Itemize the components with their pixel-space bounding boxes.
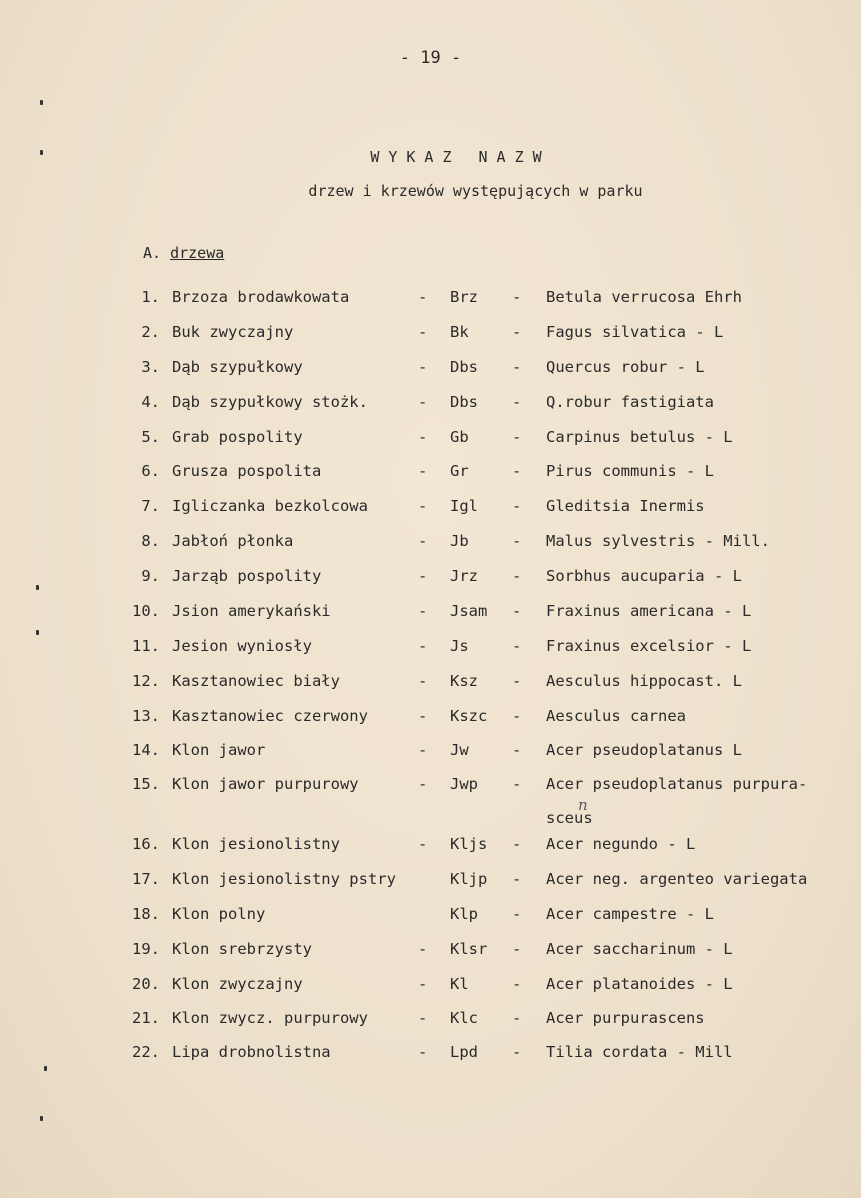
- section-label: drzewa: [170, 244, 225, 262]
- abbreviation: Klp: [450, 905, 478, 923]
- separator-dash: -: [512, 428, 522, 446]
- abbreviation: Kl: [450, 975, 469, 993]
- item-number: 9.: [141, 567, 160, 585]
- separator-dash: -: [512, 775, 522, 793]
- latin-name: Aesculus hippocast. L: [546, 672, 742, 690]
- polish-name: Klon srebrzysty: [172, 940, 312, 958]
- list-item: [0, 602, 861, 626]
- item-number: 15.: [132, 775, 160, 793]
- separator-dash: -: [418, 393, 428, 411]
- polish-name: Klon zwycz. purpurowy: [172, 1009, 368, 1027]
- separator-dash: -: [418, 672, 428, 690]
- abbreviation: Jw: [450, 741, 469, 759]
- list-item: [0, 393, 861, 417]
- polish-name: Dąb szypułkowy stożk.: [172, 393, 368, 411]
- latin-name: Acer neg. argenteo variegata: [546, 870, 808, 888]
- separator-dash: -: [512, 393, 522, 411]
- item-number: 11.: [132, 637, 160, 655]
- item-number: 2.: [141, 323, 160, 341]
- abbreviation: Kszc: [450, 707, 488, 725]
- separator-dash: -: [512, 1009, 522, 1027]
- separator-dash: -: [418, 707, 428, 725]
- polish-name: Jarząb pospolity: [172, 567, 322, 585]
- separator-dash: -: [512, 1043, 522, 1061]
- item-number: 3.: [141, 358, 160, 376]
- item-number: 14.: [132, 741, 160, 759]
- separator-dash: -: [418, 358, 428, 376]
- separator-dash: -: [418, 323, 428, 341]
- page-subtitle: drzew i krzewów występujących w parku: [308, 182, 643, 200]
- margin-mark: [40, 150, 43, 155]
- list-item: [0, 1009, 861, 1033]
- abbreviation: Gb: [450, 428, 469, 446]
- list-item: [0, 497, 861, 521]
- item-number: 17.: [132, 870, 160, 888]
- handwritten-correction: n: [578, 796, 588, 814]
- list-item: [0, 835, 861, 859]
- latin-name: Acer pseudoplatanus L: [546, 741, 742, 759]
- page-title: WYKAZ NAZW: [370, 148, 551, 166]
- margin-mark: [36, 630, 39, 635]
- separator-dash: -: [418, 532, 428, 550]
- separator-dash: -: [418, 775, 428, 793]
- latin-name: Fraxinus americana - L: [546, 602, 752, 620]
- list-item: [0, 462, 861, 486]
- list-item: [0, 940, 861, 964]
- polish-name: Klon jawor: [172, 741, 266, 759]
- abbreviation: Brz: [450, 288, 478, 306]
- list-item: [0, 870, 861, 894]
- list-item: [0, 532, 861, 556]
- abbreviation: Jb: [450, 532, 469, 550]
- abbreviation: Jsam: [450, 602, 488, 620]
- polish-name: Klon polny: [172, 905, 266, 923]
- latin-name: Fraxinus excelsior - L: [546, 637, 752, 655]
- polish-name: Grusza pospolita: [172, 462, 322, 480]
- polish-name: Klon jesionolistny pstry: [172, 870, 396, 888]
- separator-dash: -: [512, 358, 522, 376]
- separator-dash: -: [418, 497, 428, 515]
- polish-name: Klon zwyczajny: [172, 975, 303, 993]
- abbreviation: Js: [450, 637, 469, 655]
- latin-name: Pirus communis - L: [546, 462, 714, 480]
- list-item: [0, 288, 861, 312]
- separator-dash: -: [418, 940, 428, 958]
- page-number: - 19 -: [399, 48, 462, 68]
- item-number: 21.: [132, 1009, 160, 1027]
- abbreviation: Kljs: [450, 835, 488, 853]
- list-item: [0, 358, 861, 382]
- separator-dash: -: [512, 870, 522, 888]
- list-item: [0, 741, 861, 765]
- polish-name: Lipa drobnolistna: [172, 1043, 331, 1061]
- separator-dash: -: [418, 602, 428, 620]
- item-number: 5.: [141, 428, 160, 446]
- item-number: 8.: [141, 532, 160, 550]
- separator-dash: -: [418, 835, 428, 853]
- latin-name: Gleditsia Inermis: [546, 497, 705, 515]
- abbreviation: Igl: [450, 497, 478, 515]
- latin-name: Q.robur fastigiata: [546, 393, 714, 411]
- list-item: [0, 1043, 861, 1067]
- item-number: 18.: [132, 905, 160, 923]
- polish-name: Dąb szypułkowy: [172, 358, 303, 376]
- separator-dash: -: [418, 1009, 428, 1027]
- separator-dash: -: [512, 905, 522, 923]
- latin-name: Acer negundo - L: [546, 835, 696, 853]
- latin-name: Acer campestre - L: [546, 905, 714, 923]
- item-number: 19.: [132, 940, 160, 958]
- latin-name: Sorbhus aucuparia - L: [546, 567, 742, 585]
- abbreviation: Klsr: [450, 940, 488, 958]
- latin-name: Fagus silvatica - L: [546, 323, 724, 341]
- section-heading: [143, 244, 224, 262]
- abbreviation: Ksz: [450, 672, 478, 690]
- latin-name: Tilia cordata - Mill: [546, 1043, 733, 1061]
- list-item: [0, 672, 861, 696]
- separator-dash: -: [512, 835, 522, 853]
- polish-name: Brzoza brodawkowata: [172, 288, 350, 306]
- separator-dash: -: [418, 428, 428, 446]
- separator-dash: -: [418, 462, 428, 480]
- item-number: 20.: [132, 975, 160, 993]
- latin-name: Acer pseudoplatanus purpura-: [546, 775, 808, 793]
- item-number: 6.: [141, 462, 160, 480]
- separator-dash: -: [512, 707, 522, 725]
- item-number: 13.: [132, 707, 160, 725]
- latin-name: Acer saccharinum - L: [546, 940, 733, 958]
- separator-dash: -: [512, 497, 522, 515]
- polish-name: Buk zwyczajny: [172, 323, 294, 341]
- list-item: [0, 428, 861, 452]
- abbreviation: Gr: [450, 462, 469, 480]
- abbreviation: Klc: [450, 1009, 478, 1027]
- latin-name: Betula verrucosa Ehrh: [546, 288, 742, 306]
- margin-mark: [40, 1116, 43, 1121]
- margin-mark: [44, 1066, 47, 1071]
- list-item: [0, 707, 861, 731]
- latin-name: Malus sylvestris - Mill.: [546, 532, 770, 550]
- abbreviation: Dbs: [450, 393, 478, 411]
- abbreviation: Bk: [450, 323, 469, 341]
- polish-name: Igliczanka bezkolcowa: [172, 497, 368, 515]
- margin-mark: [36, 585, 39, 590]
- item-number: 7.: [141, 497, 160, 515]
- separator-dash: -: [512, 323, 522, 341]
- polish-name: Jsion amerykański: [172, 602, 331, 620]
- list-item: [0, 775, 861, 799]
- section-prefix: A.: [143, 244, 162, 262]
- polish-name: Klon jesionolistny: [172, 835, 340, 853]
- polish-name: Jabłoń płonka: [172, 532, 294, 550]
- separator-dash: -: [418, 975, 428, 993]
- list-item: [0, 637, 861, 661]
- separator-dash: -: [512, 288, 522, 306]
- separator-dash: -: [418, 741, 428, 759]
- item-number: 16.: [132, 835, 160, 853]
- latin-name: Aesculus carnea: [546, 707, 686, 725]
- abbreviation: Jrz: [450, 567, 478, 585]
- margin-mark: [40, 100, 43, 105]
- latin-name-continuation: sceus: [546, 809, 593, 827]
- item-number: 22.: [132, 1043, 160, 1061]
- separator-dash: -: [512, 975, 522, 993]
- separator-dash: -: [418, 1043, 428, 1061]
- separator-dash: -: [512, 672, 522, 690]
- latin-name: Acer platanoides - L: [546, 975, 733, 993]
- polish-name: Klon jawor purpurowy: [172, 775, 359, 793]
- separator-dash: -: [418, 288, 428, 306]
- list-item: [0, 975, 861, 999]
- item-number: 10.: [132, 602, 160, 620]
- abbreviation: Jwp: [450, 775, 478, 793]
- separator-dash: -: [512, 462, 522, 480]
- polish-name: Grab pospolity: [172, 428, 303, 446]
- latin-name: Acer purpurascens: [546, 1009, 705, 1027]
- separator-dash: -: [512, 532, 522, 550]
- separator-dash: -: [418, 637, 428, 655]
- item-number: 1.: [141, 288, 160, 306]
- list-item: [0, 567, 861, 591]
- separator-dash: -: [512, 940, 522, 958]
- abbreviation: Dbs: [450, 358, 478, 376]
- separator-dash: -: [512, 741, 522, 759]
- item-number: 4.: [141, 393, 160, 411]
- polish-name: Kasztanowiec biały: [172, 672, 340, 690]
- list-item: [0, 905, 861, 929]
- separator-dash: -: [512, 602, 522, 620]
- separator-dash: -: [418, 567, 428, 585]
- latin-name: Carpinus betulus - L: [546, 428, 733, 446]
- separator-dash: -: [512, 567, 522, 585]
- abbreviation: Lpd: [450, 1043, 478, 1061]
- separator-dash: -: [512, 637, 522, 655]
- polish-name: Jesion wyniosły: [172, 637, 312, 655]
- item-number: 12.: [132, 672, 160, 690]
- abbreviation: Kljp: [450, 870, 488, 888]
- list-item: [0, 323, 861, 347]
- latin-name: Quercus robur - L: [546, 358, 705, 376]
- polish-name: Kasztanowiec czerwony: [172, 707, 368, 725]
